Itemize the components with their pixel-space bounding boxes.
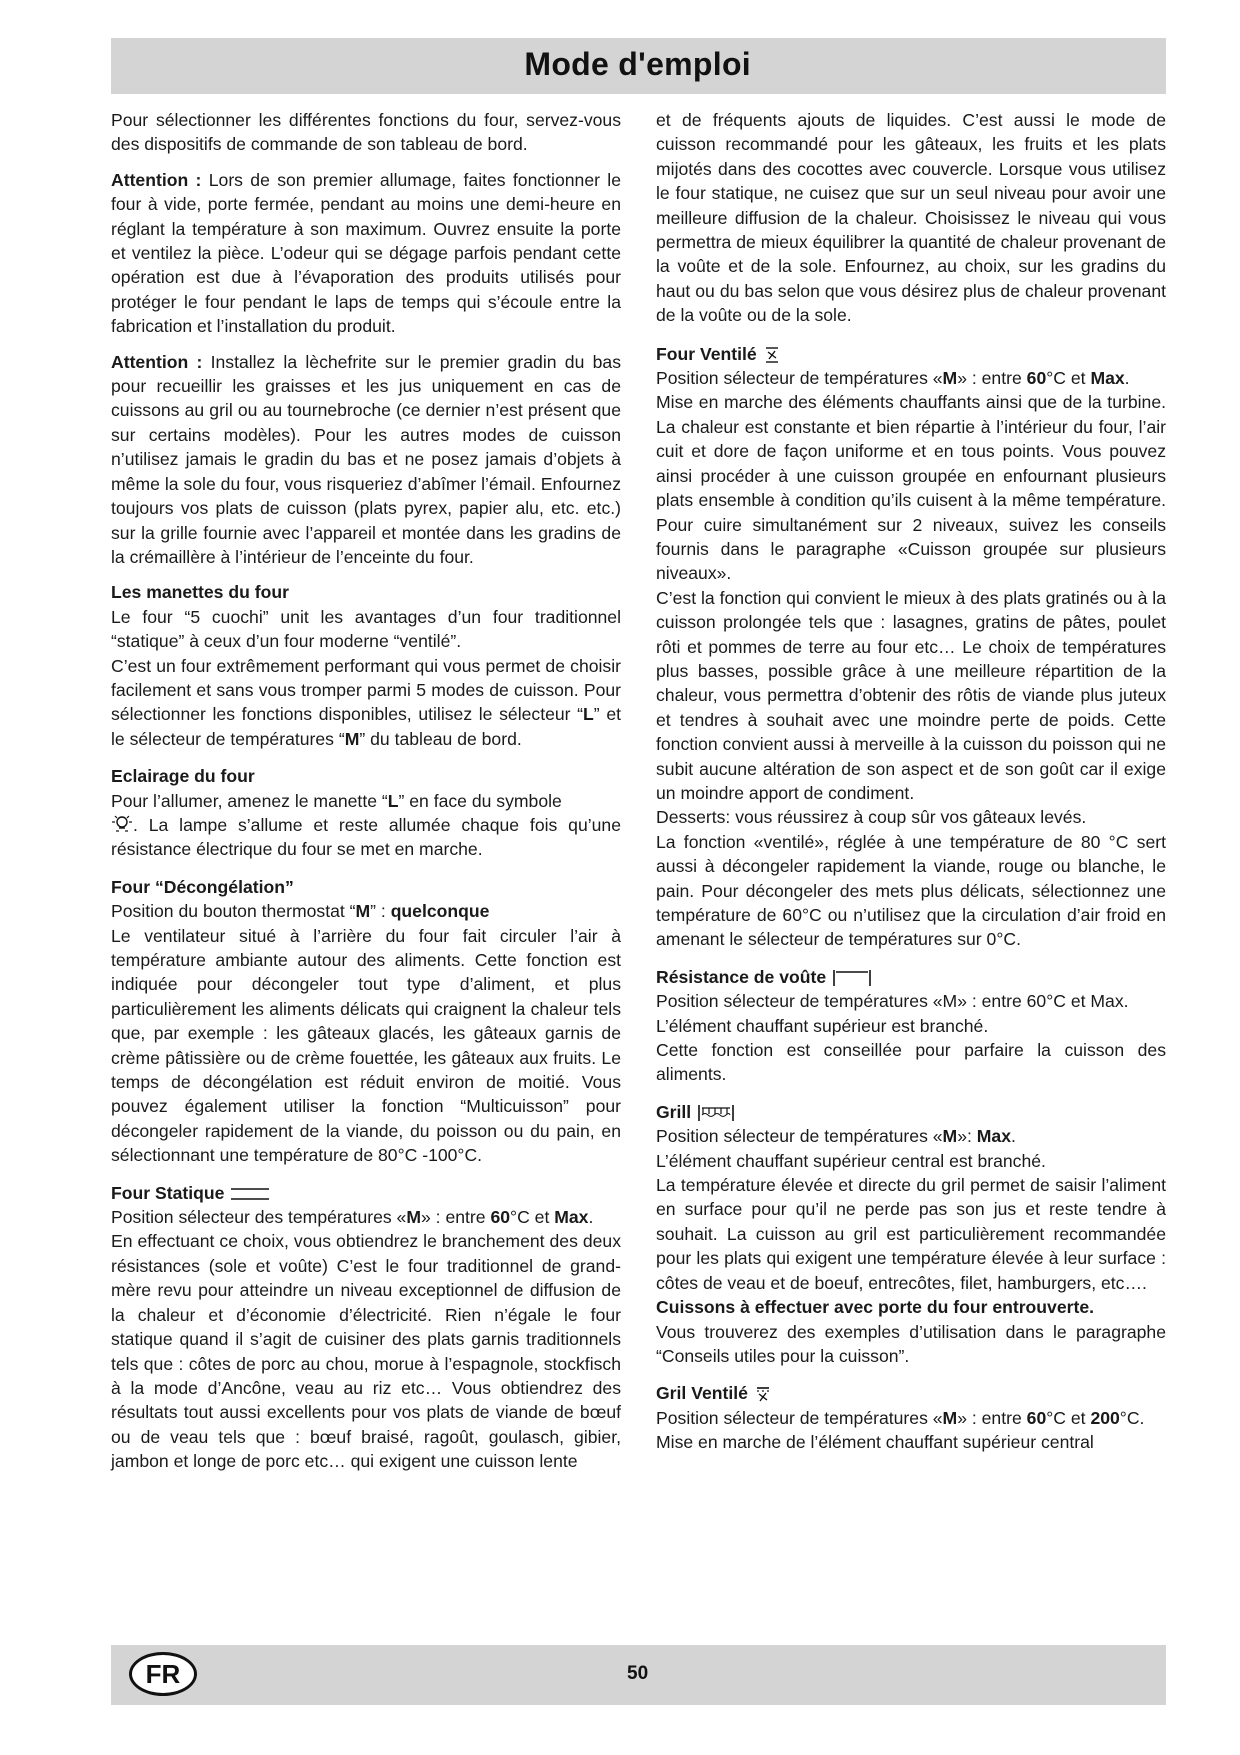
continued-paragraph: et de fréquents ajouts de liquides. C’est aussi le mode de cuisson recommandé pour les gâteaux, les fruits et les plats mijotés dans des cocottes avec couvercle. Lorsque vous utilisez le four statique, ne cuisez que sur un seul niveau pour avoir une meilleure diffusion de la chaleur. Choisissez le niveau qui vous permettra de mieux équilibrer la quantité de chaleur provenant de la voûte et de la sole. Enfournez, au choix, sur les gradins du haut ou du bas selon que vous désirez plus de chaleur provenant de la voûte ou de la sole.	[656, 110, 1166, 326]
section-heading: Four “Décongélation”	[111, 876, 294, 897]
attention-paragraph-2: Attention : Installez la lèchefrite sur le premier gradin du bas pour recueillir les graisses et les jus uniquement en cas de cuissons au gril ou au tournebroche (ce dernier n’est présent que sur certains modèles). Pour les autres modes de cuisson n’utilisez jamais le gradin du bas et ne posez jamais d’objets à même la sole du four, vous risqueriez d’abîmer l’émail. Enfournez toujours vos plats de cuisson (plats pyrex, papier alu, etc. etc.) sur la grille fournie avec l’appareil et montée dans les gradins de la crémaillère à l’intérieur de l’enceinte du four.	[111, 351, 621, 567]
section-resistance-voute: Résistance de voûte Position sélecteur de températures «M» : entre 60°C et Max. L’élément chauffant supérieur est branché. Cette fonction est conseillée pour parfaire la cuisson des aliments.	[656, 966, 1166, 1085]
warning-bold-line: Cuissons à effectuer avec porte du four entrouverte.	[656, 1297, 1094, 1318]
header-bar	[111, 38, 1166, 94]
section-manettes: Les manettes du four Le four “5 cuochi” unit les avantages d’un four traditionnel “statique” à ceux d’un four moderne “ventilé”. C’est un four extrêmement performant qui vous permet de choisir facilement et sans vous tromper parmi 5 modes de cuisson. Pour sélectionner les fonctions disponibles, utilisez le sélecteur “L” et le sélecteur de températures “M” du tableau de bord.	[111, 582, 621, 749]
language-badge: FR	[129, 1652, 197, 1696]
section-statique: Four Statique Position sélecteur des températures «M» : entre 60°C et Max. En effectuant ce choix, vous obtiendrez le branchement des deux résistances (sole et voûte) C’est le four traditionnel de grand-mère revu pour atteindre un niveau exceptionnel de diffusion de la chaleur et d’économie d’électricité. Rien n’égale le four statique quand il s’agit de cuisiner des plats garnis traditionnels tels que : côtes de porc au chou, morue à l’espagnole, stockfisch à la mode d’Ancône, veau au riz etc… Vous obtiendrez des résultats tout aussi excellents pour vos plats de viande de bœuf ou de veau tels que : bœuf braisé, ragoût, goulasch, gibier, jambon et longe de porc etc… qui exigent une cuisson lente	[111, 1182, 621, 1472]
section-four-ventile: Four Ventilé Position sélecteur de températures «M» : entre 60°C et Max. Mise en marche des éléments chauffants ainsi que de la turbine. La chaleur est constante et bien répartie à l’intérieur du four, l’air cuit et dore de façon uniforme et en tous points. Vous pouvez ainsi procéder à une cuisson groupée en enfournant plusieurs plats ensemble à condition qu’ils cuisent à la même température. Pour cuire simultanément sur 2 niveaux, suivez les conseils fournis dans le paragraphe «Cuisson groupée sur plusieurs niveaux». C’est la fonction qui convient le mieux à des plats gratinés ou à la cuisson prolongée tels que : lasagnes, gratins de pâtes, poulet rôti et pommes de terre au four etc… Le choix de températures plus basses, possible grâce à une meilleure répartition de la chaleur, vous permettra d’obtenir des rôtis de viande plus juteux et tendres à souhait avec une moindre perte de poids. Cette fonction convient aussi à merveille à la cuisson du poisson qui ne subit aucune altération de son aspect et de son goût car il exige un moindre apport de condiment. Desserts: vous réussirez à coup sûr vos gâteaux levés. La fonction «ventilé», réglée à une température de 80 °C sert aussi à décongeler rapidement la viande, rouge ou blanche, le pain. Pour décongeler des mets plus délicats, sélectionnez une température de 60°C ou n’utilisez que la circulation d’air froid en amenant le sélecteur de températures sur 0°C.	[656, 343, 1166, 950]
section-heading: Résistance de voûte	[656, 965, 1166, 989]
section-heading: Eclairage du four	[111, 766, 255, 787]
section-heading: Grill	[656, 1100, 1166, 1124]
lamp-icon	[111, 814, 133, 834]
attention-paragraph-1: Attention : Lors de son premier allumage, faites fonctionner le four à vide, porte fermée, pendant au moins une demi-heure en réglant la température à son maximum. Ouvrez ensuite la porte et ventilez la pièce. L’odeur qui se dégage parfois pendant cette opération est due à l’évaporation des produits utilisés pour protéger le four pendant le laps de temps qui s’écoule entre la fabrication et l’installation du produit.	[111, 169, 622, 337]
grill-icon	[697, 1104, 735, 1122]
footer-bar	[111, 1645, 1166, 1705]
right-column	[656, 108, 1166, 1468]
intro-paragraph: Pour sélectionner les différentes fonctions du four, servez-vous des dispositifs de commande de son tableau de bord.	[111, 110, 621, 155]
top-element-icon	[832, 969, 872, 987]
page-number: 50	[627, 1663, 649, 1684]
page-title: Mode d'emploi	[524, 46, 751, 82]
section-heading: Four Ventilé	[656, 342, 1166, 366]
section-eclairage: Eclairage du four Pour l’allumer, amenez le manette “L” en face du symbole . La lampe s’allume et reste allumée chaque fois qu’une résistance électrique du four se met en marche.	[111, 766, 621, 860]
static-oven-icon	[230, 1187, 270, 1201]
section-heading: Les manettes du four	[111, 582, 289, 603]
attention-label: Attention :	[111, 351, 203, 372]
left-column	[111, 108, 621, 1487]
fan-oven-icon	[763, 346, 781, 364]
fan-grill-icon	[754, 1386, 772, 1404]
section-heading: Gril Ventilé	[656, 1381, 1166, 1405]
section-gril-ventile: Gril Ventilé Position sélecteur de températures «M» : entre 60°C et 200°C. Mise en marche de l’élément chauffant supérieur central	[656, 1381, 1166, 1454]
section-grill: Grill Position sélecteur de températures «M»: Max. L’élément chauffant supérieur central est branché. La température élevée et directe du gril permet de saisir l’aliment en surface pour qu’il ne perde pas son jus et reste tendre à souhait. La cuisson au gril est particulièrement recommandée pour les plats qui exigent une température élevée à leur surface : côtes de veau et de boeuf, entrecôtes, filet, hamburgers, etc…. Cuissons à effectuer avec porte du four entrouverte. Vous trouverez des exemples d’utilisation dans le paragraphe “Conseils utiles pour la cuisson”.	[656, 1101, 1166, 1366]
section-heading: Four Statique	[111, 1181, 621, 1205]
section-decongelation: Four “Décongélation” Position du bouton thermostat “M” : quelconque Le ventilateur situé à l’arrière du four fait circuler l’air à température ambiante autour des aliments. Cette fonction est indiquée pour décongeler tout type d’aliment, et plus particulièrement les aliments délicats qui craignent la chaleur tels que, par exemple : les gâteaux glacés, les gâteaux garnis de crème pâtissière ou de crème fouettée, les gâteaux aux fruits. Le temps de décongélation est réduit environ de moitié. Vous pouvez également utiliser la fonction “Multicuisson” pour décongeler rapidement de la viande, du poisson ou du pain, en sélectionnant une température de 80°C -100°C.	[111, 876, 621, 1166]
attention-label: Attention :	[111, 169, 202, 190]
